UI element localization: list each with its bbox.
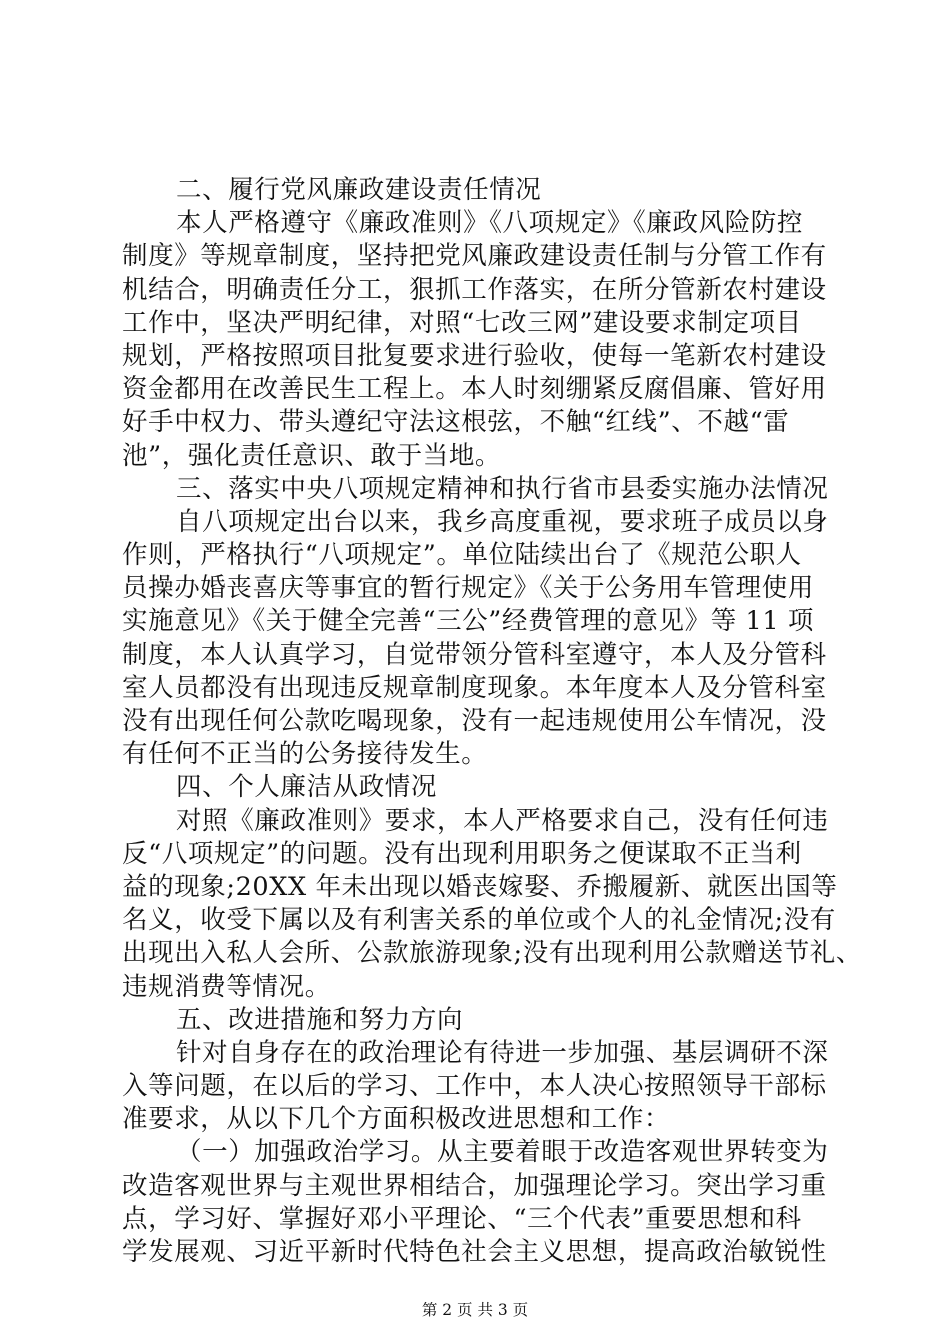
text-line: 改造客观世界与主观世界相结合，加强理论学习。突出学习重 [122, 1170, 827, 1201]
text-line: 本人严格遵守《廉政准则》《八项规定》《廉政风险防控 [176, 208, 804, 239]
text-line: 室人员都没有出现违反规章制度现象。本年度本人及分管科室 [122, 672, 827, 703]
text-line: 员操办婚丧喜庆等事宜的暂行规定》《关于公务用车管理使用 [122, 573, 814, 604]
text-line: 名义，收受下属以及有利害关系的单位或个人的礼金情况;没有 [122, 905, 836, 936]
text-line: 点，学习好、掌握好邓小平理论、“三个代表”重要思想和科 [122, 1203, 802, 1234]
text-line: 针对自身存在的政治理论有待进一步加强、基层调研不深 [176, 1037, 829, 1068]
text-line: 入等问题，在以后的学习、工作中，本人决心按照领导干部标 [122, 1071, 827, 1102]
text-line: 自八项规定出台以来，我乡高度重视，要求班子成员以身 [176, 506, 829, 537]
page-footer: 第 2 页 共 3 页 [421, 1301, 529, 1319]
text-line: 机结合，明确责任分工，狠抓工作落实，在所分管新农村建设 [122, 274, 827, 305]
text-line: 工作中，坚决严明纪律，对照“七改三网”建设要求制定项目 [122, 307, 802, 338]
text-line: 五、改进措施和努力方向 [176, 1004, 464, 1035]
text-line: 三、落实中央八项规定精神和执行省市县委实施办法情况 [176, 473, 829, 504]
text-line: （一）加强政治学习。从主要着眼于改造客观世界转变为 [176, 1137, 829, 1168]
text-line: 资金都用在改善民生工程上。本人时刻绷紧反腐倡廉、管好用 [122, 374, 827, 405]
text-line: 池”，强化责任意识、敢于当地。 [122, 440, 502, 471]
text-line: 制度》等规章制度，坚持把党风廉政建设责任制与分管工作有 [122, 241, 827, 272]
text-line: 规划，严格按照项目批复要求进行验收，使每一笔新农村建设 [122, 340, 827, 371]
text-line: 没有出现任何公款吃喝现象，没有一起违规使用公车情况，没 [122, 706, 827, 736]
document-body [122, 174, 862, 1269]
text-line: 好手中权力、带头遵纪守法这根弦，不触“红线”、不越“雷 [122, 407, 790, 438]
text-line: 学发展观、习近平新时代特色社会主义思想，提高政治敏锐性 [122, 1237, 827, 1267]
text-line: 准要求，从以下几个方面积极改进思想和工作： [122, 1104, 671, 1135]
text-line: 有任何不正当的公务接待发生。 [122, 739, 488, 770]
text-line: 实施意见》《关于健全完善“三公”经费管理的意见》等 11 项 [122, 606, 814, 637]
text-line: 作则，严格执行“八项规定”。单位陆续出台了《规范公职人 [122, 540, 802, 571]
text-line: 益的现象;20XX 年未出现以婚丧嫁娶、乔搬履新、就医出国等 [122, 871, 838, 902]
text-line: 反“八项规定”的问题。没有出现利用职务之便谋取不正当利 [122, 838, 802, 869]
text-line: 出现出入私人会所、公款旅游现象;没有出现利用公款赠送节礼、 [122, 938, 862, 969]
text-line: 二、履行党风廉政建设责任情况 [176, 175, 542, 205]
text-line: 违规消费等情况。 [122, 971, 331, 1002]
text-line: 制度，本人认真学习，自觉带领分管科室遵守，本人及分管科 [122, 639, 827, 670]
text-line: 对照《廉政准则》要求，本人严格要求自己，没有任何违 [176, 805, 829, 836]
text-line: 四、个人廉洁从政情况 [176, 772, 438, 803]
